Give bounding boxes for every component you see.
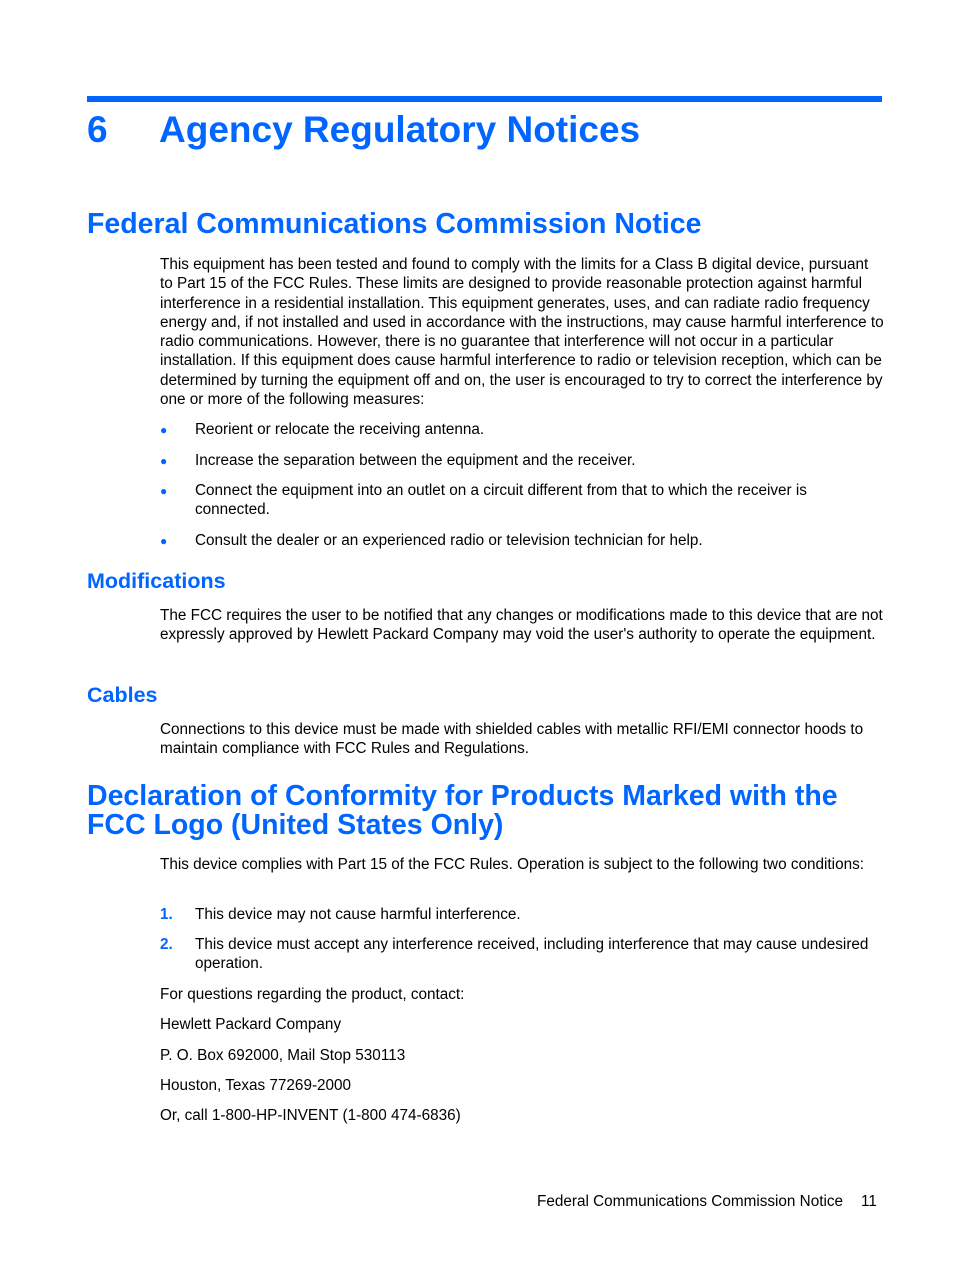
list-item [160,935,885,974]
list-item [160,481,885,520]
cables-text: Connections to this device must be made with shielded cables with metallic RFI/EMI connector hoods to maintain compliance with FCC Rules and Regulations. [160,721,864,758]
address-line-1: P. O. Box 692000, Mail Stop 530113 [160,1047,406,1064]
measure-text: Consult the dealer or an experienced radio or television technician for help. [195,532,703,549]
company-name: Hewlett Packard Company [160,1016,342,1033]
cables-heading: Cables [87,683,158,707]
declaration-heading-line1: Declaration of Conformity for Products Marked with the [87,780,838,812]
chapter-title [87,104,640,156]
chapter-title-text: Agency Regulatory Notices [159,109,641,150]
measure-text: Reorient or relocate the receiving antenna. [195,421,485,438]
list-item [160,905,885,924]
measure-text: Increase the separation between the equipment and the receiver. [195,452,636,469]
list-number: 1. [160,906,173,923]
phone-line: Or, call 1-800-HP-INVENT (1-800 474-6836) [160,1107,461,1124]
chapter-number: 6 [87,109,108,150]
bullet-icon: ● [160,454,168,468]
condition-text: This device must accept any interference received, including interference that may cause undesired operation. [195,936,869,973]
measure-text: Connect the equipment into an outlet on a circuit different from that to which the receiver is connected. [195,482,807,519]
page-footer [537,1192,877,1211]
chapter-rule [87,96,882,102]
fcc-notice-intro: This equipment has been tested and found to comply with the limits for a Class B digital device, pursuant to Part 15 of the FCC Rules. These limits are designed to provide reasonable protection against harmful interference in a residential installation. This equipment generates, uses, and can radiate radio frequency energy and, if not installed and used in accordance with the instructions, may cause harmful interference to radio communications. However, there is no guarantee that interference will not occur in a particular installation. If this equipment does cause harmful interference to radio or television reception, which can be determined by turning the equipment off and on, the user is encouraged to try to correct the interference by one or more of the following measures: [160,256,884,409]
condition-text: This device may not cause harmful interference. [195,906,521,923]
bullet-icon: ● [160,534,168,548]
address-line-2: Houston, Texas 77269-2000 [160,1077,352,1094]
modifications-heading: Modifications [87,569,226,593]
modifications-text: The FCC requires the user to be notified that any changes or modifications made to this device that are not expressly approved by Hewlett Packard Company may void the user's authority to operate the equipment. [160,607,883,644]
declaration-heading-line2: FCC Logo (United States Only) [87,809,504,841]
bullet-icon: ● [160,423,168,437]
list-number: 2. [160,936,173,953]
list-item [160,451,885,470]
contact-intro: For questions regarding the product, contact: [160,986,465,1003]
declaration-intro: This device complies with Part 15 of the FCC Rules. Operation is subject to the following two conditions: [160,856,864,873]
list-item [160,531,885,550]
page-number: 11 [861,1193,877,1210]
fcc-notice-heading: Federal Communications Commission Notice [87,208,702,240]
bullet-icon: ● [160,484,168,498]
footer-section-title: Federal Communications Commission Notice [537,1193,844,1210]
declaration-heading [87,782,838,840]
list-item [160,420,885,439]
